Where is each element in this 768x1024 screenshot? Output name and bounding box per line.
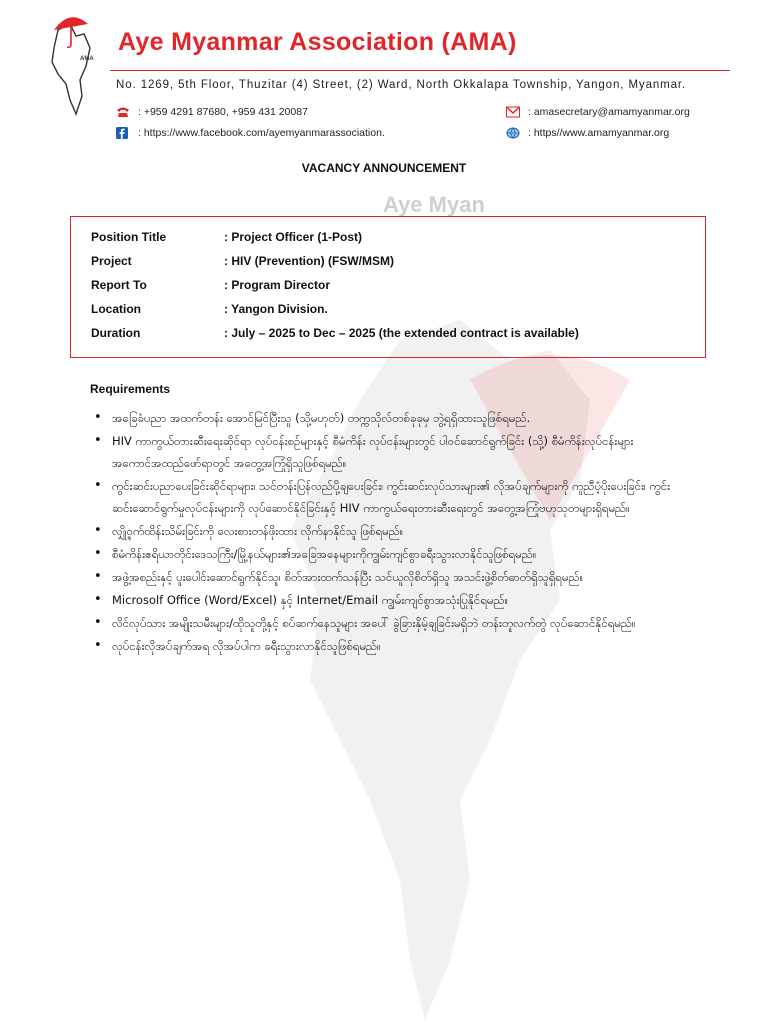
detail-value: : HIV (Prevention) (FSW/MSM) [224, 254, 394, 268]
detail-value: : Project Officer (1-Post) [224, 230, 363, 244]
detail-row-report-to [91, 278, 330, 292]
website-link[interactable]: : https//www.amamyanmar.org [528, 127, 670, 139]
requirement-item: • ကွင်းဆင်းပညာပေးခြင်းဆိုင်ရာများ၊ သင်တန်းပြန်လည်ပို့ချပေးခြင်း၊ ကွင်းဆင်းလုပ်သားများ၏ လိုအပ်ချက်များကို ကူညီပံ့ပိုးပေးခြင်း၊ ကွင်းဆင်းဆောင်ရွက်မှုလုပ်ငန်းများကို လုပ်ဆောင်နိုင်ခြင်းနှင့် HIV ကာကွယ်ရေးတားဆီးရေးတွင် အတွေ့အကြုံဗဟုသုတများရှိရမည်။ [90, 475, 690, 519]
detail-label: Report To [91, 278, 147, 292]
facebook-link[interactable]: : https://www.facebook.com/ayemyanmarassociation. [138, 127, 385, 139]
ama-logo [40, 10, 110, 120]
requirement-item: • လိင်လုပ်သား အမျိုးသမီးများ/ထိုသူတို့နှင့် စပ်ဆက်နေသူများ အပေါ် ခွဲခြားနှိမ့်ချခြင်းမရှိဘဲ တန်းတူလက်တွဲ လုပ်ဆောင်နိုင်ရမည်။ [90, 612, 690, 634]
position-details-box [70, 216, 706, 358]
detail-row-location [91, 302, 328, 316]
requirement-item: • အခြေခံပညာ အထက်တန်း အောင်မြင်ပြီးသူ (သို့မဟုတ်) တက္ကသိုလ်တစ်ခုခုမှ ဘွဲ့ရရှိထားသူဖြစ်ရမည်. [90, 407, 690, 429]
requirement-item: • HIV ကာကွယ်တားဆီးရေးဆိုင်ရာ လုပ်ငန်းစဉ်များနှင့် စီမံကိန်း လုပ်ငန်းများတွင် ပါဝင်ဆောင်ရွက်ခြင်း (သို့) စီမံကိန်းလုပ်ငန်းများ အကောင်အထည်ဖော်ရာတွင် အတွေ့အကြုံရှိသူဖြစ်ရမည်။ [90, 430, 690, 474]
announcement-title: VACANCY ANNOUNCEMENT [301, 161, 467, 175]
requirements-list [90, 407, 690, 658]
requirement-item: • လျှို့ဝှက်ထိန်းသိမ်းခြင်းကို လေးစားတန်ဖိုးထား လိုက်နာနိုင်သူ ဖြစ်ရမည်။ [90, 520, 690, 542]
requirement-item: • စီမံကိန်းဧရိယာတိုင်းဒေသကြီး/မြို့နယ်များ၏အခြေအနေများကိုကျွမ်းကျင်စွာခရီးသွားလာနိုင်သူဖြစ်ရမည်။ [90, 543, 690, 565]
detail-label: Duration [91, 326, 141, 340]
facebook-icon [116, 127, 130, 139]
email-link[interactable]: : amasecretary@amamyanmar.org [528, 106, 690, 118]
requirement-item: • လုပ်ငန်းလိုအပ်ချက်အရ လိုအပ်ပါက ခရီးသွားလာနိုင်သူဖြစ်ရမည်။ [90, 635, 690, 657]
requirement-item: • Microsolf Office (Word/Excel) နှင့် Internet/Email ကျွမ်းကျင်စွာအသုံးပြုနိုင်ရမည်။ [90, 589, 690, 611]
detail-row-position-title [91, 230, 362, 244]
letterhead [40, 10, 730, 140]
header-rule [110, 70, 730, 71]
detail-value: : July – 2025 to Dec – 2025 (the extended contract is available) [224, 326, 579, 340]
contact-row-2 [116, 127, 670, 139]
phone-icon [116, 106, 130, 118]
contact-row-1 [116, 106, 690, 118]
detail-label: Position Title [91, 230, 167, 244]
globe-icon [506, 127, 520, 139]
requirements-heading: Requirements [90, 382, 171, 396]
org-address: No. 1269, 5th Floor, Thuzitar (4) Street, (2) Ward, North Okkalapa Township, Yangon, Myanmar. [116, 79, 687, 91]
detail-row-project [91, 254, 394, 268]
detail-label: Location [91, 302, 141, 316]
detail-row-duration [91, 326, 579, 340]
watermark-text: Aye Myan [383, 192, 485, 217]
logo-text: AMA [80, 56, 94, 62]
requirement-item: • အဖွဲ့အစည်းနှင့် ပူးပေါင်းဆောင်ရွက်နိုင်သူ၊ စိတ်အားထက်သန်ပြီး သင်ယူလိုစိတ်ရှိသူ အသင်းဖွဲ့စိတ်ဓာတ်ရှိသူရှိရမည်။ [90, 566, 690, 588]
detail-value: : Program Director [224, 278, 331, 292]
email-icon [506, 106, 520, 118]
org-name: Aye Myanmar Association (AMA) [118, 28, 517, 56]
phone-numbers: : +959 4291 87680, +959 431 20087 [138, 106, 308, 118]
detail-value: : Yangon Division. [224, 302, 328, 316]
detail-label: Project [91, 254, 132, 268]
